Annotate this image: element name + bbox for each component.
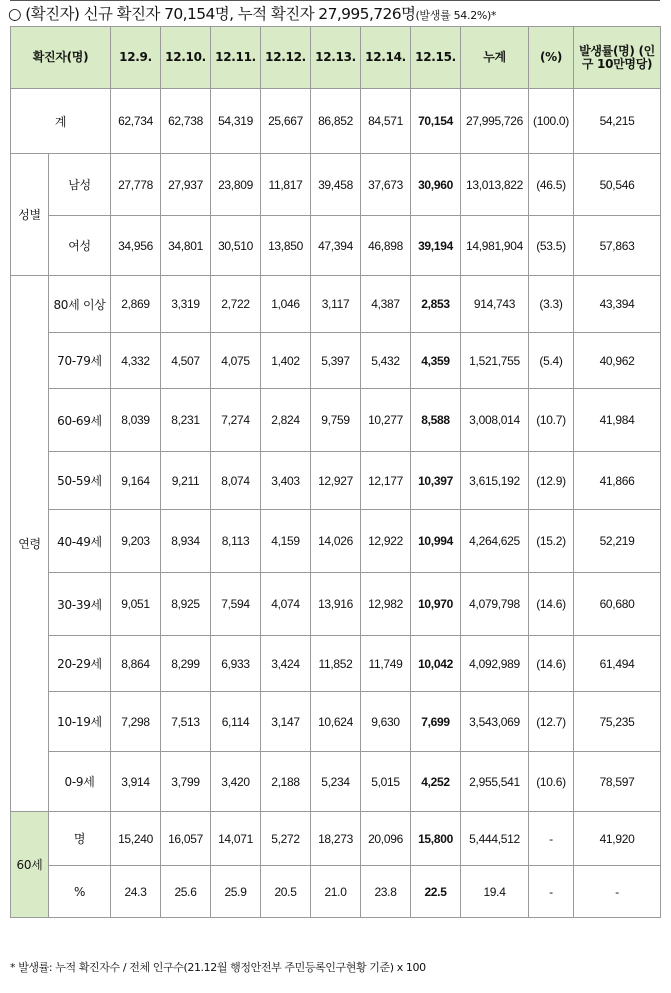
table-cell: 9,164: [111, 452, 161, 510]
table-cell: 3,147: [261, 692, 311, 752]
table-cell: 8,231: [161, 389, 211, 452]
headline-note: (발생률 54.2%)*: [415, 9, 497, 22]
table-cell: 4,387: [361, 276, 411, 333]
col-header-category: 확진자(명): [11, 27, 111, 89]
table-cell: 2,824: [261, 389, 311, 452]
table-cell: -: [529, 812, 574, 866]
table-cell: 5,397: [311, 333, 361, 389]
table-cell: 3,008,014: [461, 389, 529, 452]
table-cell: 4,092,989: [461, 636, 529, 692]
table-cell: 3,799: [161, 752, 211, 812]
row-label: 0-9세: [49, 752, 111, 812]
table-cell: 2,853: [411, 276, 461, 333]
table-cell: (15.2): [529, 510, 574, 573]
header-row: [11, 27, 661, 89]
col-header-percent: (%): [529, 27, 574, 89]
table-cell: 12,177: [361, 452, 411, 510]
table-cell: 9,051: [111, 573, 161, 636]
row-label: 70-79세: [49, 333, 111, 389]
col-header-date: 12.12.: [261, 27, 311, 89]
table-cell: 25,667: [261, 89, 311, 154]
col-header-incidence: 발생률(명) (인구 10만명당): [574, 27, 661, 89]
table-cell: 7,298: [111, 692, 161, 752]
table-cell: 62,734: [111, 89, 161, 154]
table-cell: (100.0): [529, 89, 574, 154]
table-cell: 10,042: [411, 636, 461, 692]
table-cell: 11,817: [261, 154, 311, 216]
col-header-date: 12.10.: [161, 27, 211, 89]
table-cell: 30,960: [411, 154, 461, 216]
table-cell: 4,074: [261, 573, 311, 636]
table-cell: 11,852: [311, 636, 361, 692]
table-cell: 6,933: [211, 636, 261, 692]
table-cell: 21.0: [311, 866, 361, 918]
table-cell: 3,914: [111, 752, 161, 812]
table-cell: 8,299: [161, 636, 211, 692]
table-cell: 8,925: [161, 573, 211, 636]
table-cell: 2,188: [261, 752, 311, 812]
table-cell: 23,809: [211, 154, 261, 216]
table-cell: 50,546: [574, 154, 661, 216]
table-cell: 41,920: [574, 812, 661, 866]
table-cell: 3,543,069: [461, 692, 529, 752]
table-cell: 7,274: [211, 389, 261, 452]
table-cell: 4,507: [161, 333, 211, 389]
table-cell: 12,982: [361, 573, 411, 636]
table-body: [11, 89, 661, 918]
table-cell: 52,219: [574, 510, 661, 573]
table-cell: 4,332: [111, 333, 161, 389]
row-label: 10-19세: [49, 692, 111, 752]
group-label-age: 연령: [11, 276, 49, 812]
table-cell: (14.6): [529, 573, 574, 636]
table-cell: 16,057: [161, 812, 211, 866]
table-cell: 1,402: [261, 333, 311, 389]
table-cell: 8,074: [211, 452, 261, 510]
table-cell: 12,922: [361, 510, 411, 573]
table-cell: 14,071: [211, 812, 261, 866]
table-cell: 9,630: [361, 692, 411, 752]
confirmed-cases-table: [10, 26, 661, 918]
table-cell: 46,898: [361, 216, 411, 276]
table-cell: 3,319: [161, 276, 211, 333]
col-header-date: 12.9.: [111, 27, 161, 89]
table-cell: 39,458: [311, 154, 361, 216]
table-cell: 914,743: [461, 276, 529, 333]
table-cell: 75,235: [574, 692, 661, 752]
table-cell: 13,850: [261, 216, 311, 276]
top-rule: [10, 0, 660, 1]
row-label: 20-29세: [49, 636, 111, 692]
circle-bullet-icon: ○: [8, 5, 21, 23]
table-cell: 7,699: [411, 692, 461, 752]
table-cell: 9,203: [111, 510, 161, 573]
col-header-cumulative: 누계: [461, 27, 529, 89]
table-cell: 37,673: [361, 154, 411, 216]
table-cell: 54,319: [211, 89, 261, 154]
headline-main: (확진자) 신규 확진자 70,154명, 누적 확진자 27,995,726명: [25, 5, 416, 23]
table-cell: 5,432: [361, 333, 411, 389]
table-cell: (5.4): [529, 333, 574, 389]
table-cell: 19.4: [461, 866, 529, 918]
table-cell: -: [574, 866, 661, 918]
table-cell: 10,397: [411, 452, 461, 510]
table-cell: 13,916: [311, 573, 361, 636]
table-cell: 34,801: [161, 216, 211, 276]
footnote: * 발생률: 누적 확진자수 / 전체 인구수(21.12월 행정안전부 주민등록인구현황 기준) x 100: [10, 961, 426, 974]
table-cell: 20.5: [261, 866, 311, 918]
table-cell: 3,420: [211, 752, 261, 812]
row-label: 50-59세: [49, 452, 111, 510]
table-cell: 9,759: [311, 389, 361, 452]
table-cell: 4,359: [411, 333, 461, 389]
col-header-date: 12.13.: [311, 27, 361, 89]
table-cell: 10,970: [411, 573, 461, 636]
table-cell: 5,444,512: [461, 812, 529, 866]
table-cell: (12.7): [529, 692, 574, 752]
table-cell: 9,211: [161, 452, 211, 510]
table-cell: 15,800: [411, 812, 461, 866]
table-cell: 8,588: [411, 389, 461, 452]
table-cell: 13,013,822: [461, 154, 529, 216]
table-cell: 25.6: [161, 866, 211, 918]
table-cell: 8,864: [111, 636, 161, 692]
row-label: 명: [49, 812, 111, 866]
table-cell: 4,159: [261, 510, 311, 573]
table-cell: 3,615,192: [461, 452, 529, 510]
table-cell: 18,273: [311, 812, 361, 866]
col-header-date: 12.14.: [361, 27, 411, 89]
table-cell: 3,117: [311, 276, 361, 333]
table-cell: 14,026: [311, 510, 361, 573]
table-cell: 7,513: [161, 692, 211, 752]
row-label: 여성: [49, 216, 111, 276]
table-cell: 57,863: [574, 216, 661, 276]
table-cell: 78,597: [574, 752, 661, 812]
table-cell: -: [529, 866, 574, 918]
table-cell: 2,722: [211, 276, 261, 333]
table-cell: 7,594: [211, 573, 261, 636]
table-cell: 47,394: [311, 216, 361, 276]
table-cell: 40,962: [574, 333, 661, 389]
table-cell: 2,869: [111, 276, 161, 333]
table-cell: (14.6): [529, 636, 574, 692]
table-cell: 1,521,755: [461, 333, 529, 389]
table-cell: 4,264,625: [461, 510, 529, 573]
table-cell: 5,272: [261, 812, 311, 866]
table-cell: 43,394: [574, 276, 661, 333]
table-cell: 8,934: [161, 510, 211, 573]
group-label-sixty: 60세: [11, 812, 49, 918]
table-cell: (53.5): [529, 216, 574, 276]
table-cell: 23.8: [361, 866, 411, 918]
table-cell: 62,738: [161, 89, 211, 154]
col-header-date: 12.11.: [211, 27, 261, 89]
table-cell: (10.6): [529, 752, 574, 812]
table-cell: 54,215: [574, 89, 661, 154]
table-cell: 4,075: [211, 333, 261, 389]
table-cell: 2,955,541: [461, 752, 529, 812]
row-label: %: [49, 866, 111, 918]
table-cell: 27,937: [161, 154, 211, 216]
table-cell: (12.9): [529, 452, 574, 510]
row-label: 40-49세: [49, 510, 111, 573]
table-cell: 22.5: [411, 866, 461, 918]
table-cell: 12,927: [311, 452, 361, 510]
table-cell: 4,079,798: [461, 573, 529, 636]
table-cell: 14,981,904: [461, 216, 529, 276]
col-header-date: 12.15.: [411, 27, 461, 89]
row-label: 계: [11, 89, 111, 154]
table-cell: 60,680: [574, 573, 661, 636]
table-cell: 5,234: [311, 752, 361, 812]
table-cell: (46.5): [529, 154, 574, 216]
row-label: 30-39세: [49, 573, 111, 636]
table-cell: 4,252: [411, 752, 461, 812]
table-cell: 24.3: [111, 866, 161, 918]
table-cell: 15,240: [111, 812, 161, 866]
table-cell: 8,113: [211, 510, 261, 573]
table-cell: 61,494: [574, 636, 661, 692]
table-cell: 70,154: [411, 89, 461, 154]
table-cell: 25.9: [211, 866, 261, 918]
table-cell: (3.3): [529, 276, 574, 333]
row-label: 80세 이상: [49, 276, 111, 333]
table-cell: 84,571: [361, 89, 411, 154]
table-cell: 34,956: [111, 216, 161, 276]
headline: [8, 3, 668, 25]
table-cell: 6,114: [211, 692, 261, 752]
table-cell: 1,046: [261, 276, 311, 333]
table-cell: 20,096: [361, 812, 411, 866]
table-cell: 27,995,726: [461, 89, 529, 154]
table-cell: 5,015: [361, 752, 411, 812]
table-cell: 10,624: [311, 692, 361, 752]
row-label: 남성: [49, 154, 111, 216]
row-label: 60-69세: [49, 389, 111, 452]
table-cell: (10.7): [529, 389, 574, 452]
table-cell: 10,994: [411, 510, 461, 573]
table-cell: 39,194: [411, 216, 461, 276]
table-cell: 3,424: [261, 636, 311, 692]
table-cell: 30,510: [211, 216, 261, 276]
table-cell: 41,866: [574, 452, 661, 510]
group-label-gender: 성별: [11, 154, 49, 276]
table-cell: 86,852: [311, 89, 361, 154]
table-cell: 3,403: [261, 452, 311, 510]
table-cell: 10,277: [361, 389, 411, 452]
table-cell: 41,984: [574, 389, 661, 452]
table-cell: 8,039: [111, 389, 161, 452]
table-cell: 11,749: [361, 636, 411, 692]
table-cell: 27,778: [111, 154, 161, 216]
